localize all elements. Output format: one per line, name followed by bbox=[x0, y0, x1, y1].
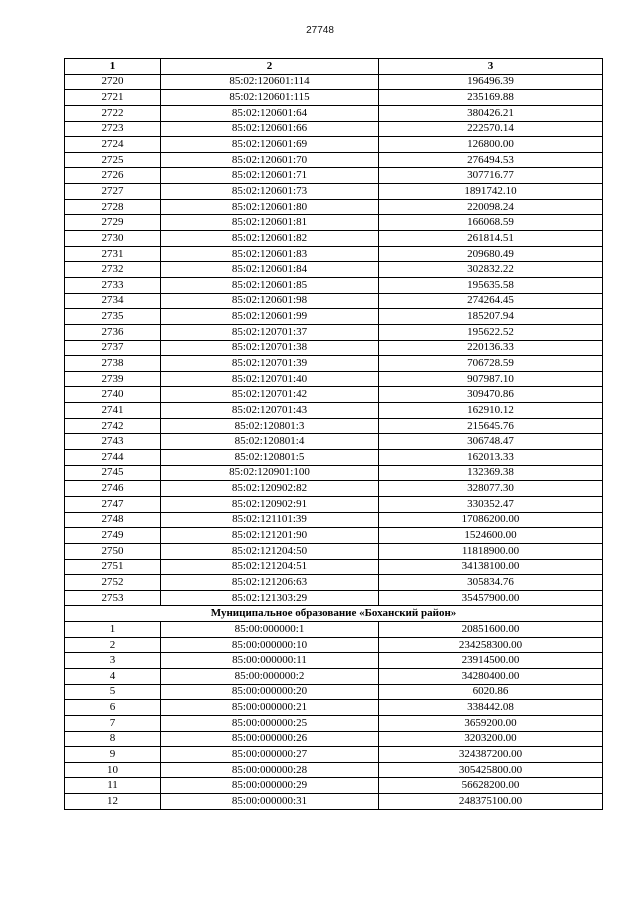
row-number-cell: 2732 bbox=[65, 262, 161, 278]
value-cell: 195635.58 bbox=[379, 277, 603, 293]
cadastral-number-cell: 85:00:000000:26 bbox=[161, 731, 379, 747]
row-number-cell: 2730 bbox=[65, 231, 161, 247]
table-row bbox=[65, 387, 603, 403]
row-number-cell: 2728 bbox=[65, 199, 161, 215]
row-number-cell: 8 bbox=[65, 731, 161, 747]
table-row bbox=[65, 496, 603, 512]
table-row bbox=[65, 199, 603, 215]
cadastral-value-table bbox=[64, 58, 603, 810]
row-number-cell: 3 bbox=[65, 653, 161, 669]
value-cell: 330352.47 bbox=[379, 496, 603, 512]
table-row bbox=[65, 684, 603, 700]
row-number-cell: 9 bbox=[65, 747, 161, 763]
row-number-cell: 2722 bbox=[65, 105, 161, 121]
row-number-cell: 2727 bbox=[65, 184, 161, 200]
cadastral-number-cell: 85:02:120901:100 bbox=[161, 465, 379, 481]
cadastral-number-cell: 85:02:120601:85 bbox=[161, 277, 379, 293]
value-cell: 248375100.00 bbox=[379, 794, 603, 810]
table-row bbox=[65, 231, 603, 247]
cadastral-number-cell: 85:02:121101:39 bbox=[161, 512, 379, 528]
table-row bbox=[65, 403, 603, 419]
value-cell: 907987.10 bbox=[379, 371, 603, 387]
cadastral-number-cell: 85:02:121303:29 bbox=[161, 590, 379, 606]
row-number-cell: 4 bbox=[65, 668, 161, 684]
table-row bbox=[65, 481, 603, 497]
row-number-cell: 11 bbox=[65, 778, 161, 794]
cadastral-number-cell: 85:02:120601:98 bbox=[161, 293, 379, 309]
value-cell: 380426.21 bbox=[379, 105, 603, 121]
value-cell: 215645.76 bbox=[379, 418, 603, 434]
column-header-3: 3 bbox=[379, 59, 603, 75]
value-cell: 220136.33 bbox=[379, 340, 603, 356]
table-row bbox=[65, 262, 603, 278]
cadastral-number-cell: 85:02:120601:82 bbox=[161, 231, 379, 247]
value-cell: 309470.86 bbox=[379, 387, 603, 403]
table-row bbox=[65, 512, 603, 528]
cadastral-number-cell: 85:02:120701:42 bbox=[161, 387, 379, 403]
cadastral-number-cell: 85:02:120601:83 bbox=[161, 246, 379, 262]
value-cell: 126800.00 bbox=[379, 137, 603, 153]
row-number-cell: 2749 bbox=[65, 528, 161, 544]
value-cell: 1891742.10 bbox=[379, 184, 603, 200]
table-row bbox=[65, 324, 603, 340]
value-cell: 338442.08 bbox=[379, 700, 603, 716]
table-row bbox=[65, 762, 603, 778]
table-row bbox=[65, 246, 603, 262]
value-cell: 1524600.00 bbox=[379, 528, 603, 544]
row-number-cell: 2738 bbox=[65, 356, 161, 372]
cadastral-number-cell: 85:02:120601:80 bbox=[161, 199, 379, 215]
cadastral-number-cell: 85:00:000000:10 bbox=[161, 637, 379, 653]
cadastral-number-cell: 85:02:120601:66 bbox=[161, 121, 379, 137]
cadastral-number-cell: 85:00:000000:21 bbox=[161, 700, 379, 716]
value-cell: 166068.59 bbox=[379, 215, 603, 231]
table-row bbox=[65, 700, 603, 716]
row-number-cell: 2721 bbox=[65, 90, 161, 106]
row-number-cell: 2746 bbox=[65, 481, 161, 497]
cadastral-number-cell: 85:00:000000:27 bbox=[161, 747, 379, 763]
cadastral-number-cell: 85:02:120601:115 bbox=[161, 90, 379, 106]
value-cell: 276494.53 bbox=[379, 152, 603, 168]
table-row bbox=[65, 309, 603, 325]
table-row bbox=[65, 215, 603, 231]
row-number-cell: 2729 bbox=[65, 215, 161, 231]
cadastral-number-cell: 85:02:120601:64 bbox=[161, 105, 379, 121]
table-row bbox=[65, 747, 603, 763]
cadastral-number-cell: 85:00:000000:31 bbox=[161, 794, 379, 810]
value-cell: 185207.94 bbox=[379, 309, 603, 325]
row-number-cell: 2724 bbox=[65, 137, 161, 153]
cadastral-number-cell: 85:00:000000:25 bbox=[161, 715, 379, 731]
row-number-cell: 2750 bbox=[65, 543, 161, 559]
value-cell: 328077.30 bbox=[379, 481, 603, 497]
value-cell: 305834.76 bbox=[379, 575, 603, 591]
cadastral-number-cell: 85:02:120701:43 bbox=[161, 403, 379, 419]
row-number-cell: 2747 bbox=[65, 496, 161, 512]
row-number-cell: 7 bbox=[65, 715, 161, 731]
cadastral-number-cell: 85:02:121206:63 bbox=[161, 575, 379, 591]
table-row bbox=[65, 528, 603, 544]
row-number-cell: 2733 bbox=[65, 277, 161, 293]
value-cell: 274264.45 bbox=[379, 293, 603, 309]
value-cell: 34280400.00 bbox=[379, 668, 603, 684]
table-row bbox=[65, 559, 603, 575]
cadastral-number-cell: 85:00:000000:2 bbox=[161, 668, 379, 684]
cadastral-number-cell: 85:02:121201:90 bbox=[161, 528, 379, 544]
table-row bbox=[65, 90, 603, 106]
value-cell: 162013.33 bbox=[379, 450, 603, 466]
table-row bbox=[65, 543, 603, 559]
cadastral-number-cell: 85:02:120801:3 bbox=[161, 418, 379, 434]
value-cell: 302832.22 bbox=[379, 262, 603, 278]
cadastral-number-cell: 85:00:000000:1 bbox=[161, 622, 379, 638]
value-cell: 23914500.00 bbox=[379, 653, 603, 669]
table-row bbox=[65, 418, 603, 434]
cadastral-number-cell: 85:02:120902:91 bbox=[161, 496, 379, 512]
row-number-cell: 2720 bbox=[65, 74, 161, 90]
table-row bbox=[65, 715, 603, 731]
table-row bbox=[65, 105, 603, 121]
cadastral-number-cell: 85:02:120601:71 bbox=[161, 168, 379, 184]
row-number-cell: 2731 bbox=[65, 246, 161, 262]
row-number-cell: 2748 bbox=[65, 512, 161, 528]
row-number-cell: 2723 bbox=[65, 121, 161, 137]
value-cell: 6020.86 bbox=[379, 684, 603, 700]
value-cell: 222570.14 bbox=[379, 121, 603, 137]
row-number-cell: 2752 bbox=[65, 575, 161, 591]
row-number-cell: 2737 bbox=[65, 340, 161, 356]
row-number-cell: 2742 bbox=[65, 418, 161, 434]
column-header-1: 1 bbox=[65, 59, 161, 75]
cadastral-number-cell: 85:02:120801:5 bbox=[161, 450, 379, 466]
value-cell: 132369.38 bbox=[379, 465, 603, 481]
table-row bbox=[65, 152, 603, 168]
table-row bbox=[65, 465, 603, 481]
cadastral-number-cell: 85:02:120601:69 bbox=[161, 137, 379, 153]
row-number-cell: 2725 bbox=[65, 152, 161, 168]
cadastral-number-cell: 85:02:120701:39 bbox=[161, 356, 379, 372]
row-number-cell: 2739 bbox=[65, 371, 161, 387]
row-number-cell: 2740 bbox=[65, 387, 161, 403]
table-row bbox=[65, 293, 603, 309]
header-row bbox=[65, 59, 603, 75]
table-row bbox=[65, 622, 603, 638]
table-row bbox=[65, 450, 603, 466]
row-number-cell: 12 bbox=[65, 794, 161, 810]
value-cell: 324387200.00 bbox=[379, 747, 603, 763]
table-row bbox=[65, 778, 603, 794]
value-cell: 35457900.00 bbox=[379, 590, 603, 606]
table-row bbox=[65, 340, 603, 356]
table-row bbox=[65, 575, 603, 591]
cadastral-number-cell: 85:02:121204:50 bbox=[161, 543, 379, 559]
table-row bbox=[65, 277, 603, 293]
cadastral-number-cell: 85:00:000000:20 bbox=[161, 684, 379, 700]
column-header-2: 2 bbox=[161, 59, 379, 75]
cadastral-number-cell: 85:00:000000:29 bbox=[161, 778, 379, 794]
value-cell: 235169.88 bbox=[379, 90, 603, 106]
value-cell: 3659200.00 bbox=[379, 715, 603, 731]
value-cell: 34138100.00 bbox=[379, 559, 603, 575]
table-row bbox=[65, 637, 603, 653]
row-number-cell: 2751 bbox=[65, 559, 161, 575]
cadastral-number-cell: 85:02:120902:82 bbox=[161, 481, 379, 497]
value-cell: 706728.59 bbox=[379, 356, 603, 372]
value-cell: 261814.51 bbox=[379, 231, 603, 247]
cadastral-number-cell: 85:02:120601:99 bbox=[161, 309, 379, 325]
value-cell: 209680.49 bbox=[379, 246, 603, 262]
row-number-cell: 2743 bbox=[65, 434, 161, 450]
cadastral-number-cell: 85:00:000000:28 bbox=[161, 762, 379, 778]
cadastral-number-cell: 85:02:120601:81 bbox=[161, 215, 379, 231]
table-row bbox=[65, 731, 603, 747]
value-cell: 56628200.00 bbox=[379, 778, 603, 794]
value-cell: 307716.77 bbox=[379, 168, 603, 184]
row-number-cell: 2745 bbox=[65, 465, 161, 481]
section-title: Муниципальное образование «Боханский район» bbox=[65, 606, 603, 622]
cadastral-number-cell: 85:02:121204:51 bbox=[161, 559, 379, 575]
table-row bbox=[65, 74, 603, 90]
cadastral-number-cell: 85:02:120701:40 bbox=[161, 371, 379, 387]
row-number-cell: 5 bbox=[65, 684, 161, 700]
table-row bbox=[65, 434, 603, 450]
value-cell: 3203200.00 bbox=[379, 731, 603, 747]
cadastral-number-cell: 85:00:000000:11 bbox=[161, 653, 379, 669]
row-number-cell: 6 bbox=[65, 700, 161, 716]
table-row bbox=[65, 371, 603, 387]
cadastral-number-cell: 85:02:120701:38 bbox=[161, 340, 379, 356]
cadastral-number-cell: 85:02:120601:114 bbox=[161, 74, 379, 90]
table-body-top bbox=[65, 74, 603, 606]
value-cell: 306748.47 bbox=[379, 434, 603, 450]
value-cell: 17086200.00 bbox=[379, 512, 603, 528]
value-cell: 11818900.00 bbox=[379, 543, 603, 559]
value-cell: 220098.24 bbox=[379, 199, 603, 215]
value-cell: 162910.12 bbox=[379, 403, 603, 419]
row-number-cell: 10 bbox=[65, 762, 161, 778]
row-number-cell: 2 bbox=[65, 637, 161, 653]
cadastral-number-cell: 85:02:120601:73 bbox=[161, 184, 379, 200]
table-row bbox=[65, 168, 603, 184]
table-row bbox=[65, 794, 603, 810]
cadastral-number-cell: 85:02:120601:70 bbox=[161, 152, 379, 168]
row-number-cell: 2753 bbox=[65, 590, 161, 606]
page-number: 27748 bbox=[306, 25, 334, 36]
table-row bbox=[65, 653, 603, 669]
row-number-cell: 2734 bbox=[65, 293, 161, 309]
value-cell: 305425800.00 bbox=[379, 762, 603, 778]
value-cell: 195622.52 bbox=[379, 324, 603, 340]
value-cell: 234258300.00 bbox=[379, 637, 603, 653]
row-number-cell: 2726 bbox=[65, 168, 161, 184]
cadastral-number-cell: 85:02:120601:84 bbox=[161, 262, 379, 278]
table-row bbox=[65, 184, 603, 200]
row-number-cell: 2736 bbox=[65, 324, 161, 340]
value-cell: 20851600.00 bbox=[379, 622, 603, 638]
row-number-cell: 2735 bbox=[65, 309, 161, 325]
row-number-cell: 1 bbox=[65, 622, 161, 638]
table-row bbox=[65, 590, 603, 606]
table-body-bottom bbox=[65, 622, 603, 810]
table-row bbox=[65, 668, 603, 684]
value-cell: 196496.39 bbox=[379, 74, 603, 90]
table-row bbox=[65, 356, 603, 372]
table-row bbox=[65, 137, 603, 153]
row-number-cell: 2741 bbox=[65, 403, 161, 419]
table-row bbox=[65, 121, 603, 137]
row-number-cell: 2744 bbox=[65, 450, 161, 466]
cadastral-number-cell: 85:02:120701:37 bbox=[161, 324, 379, 340]
cadastral-number-cell: 85:02:120801:4 bbox=[161, 434, 379, 450]
section-row bbox=[65, 606, 603, 622]
